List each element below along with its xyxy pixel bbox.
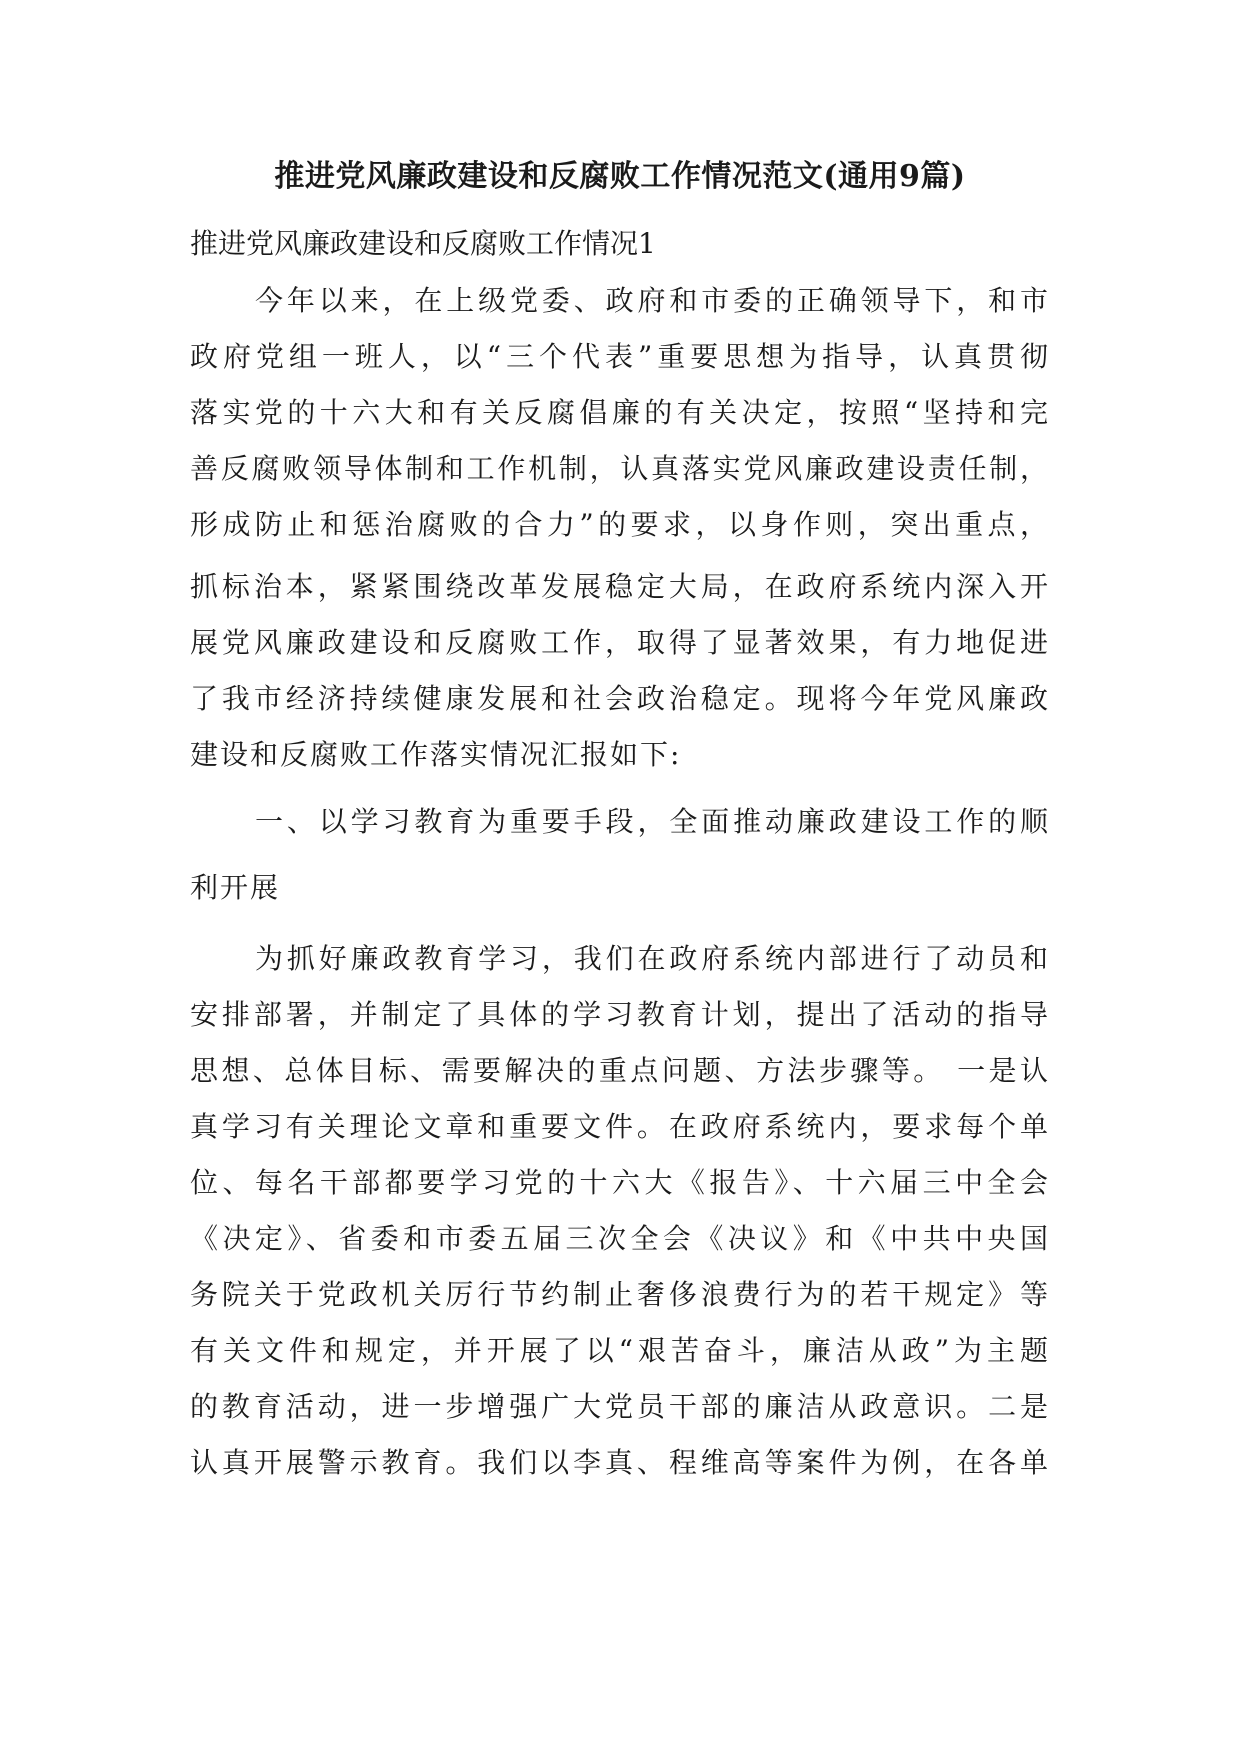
body-line: 的教育活动，进一步增强广大党员干部的廉洁从政意识。二是 xyxy=(190,1390,1050,1423)
body-line: 真学习有关理论文章和重要文件。在政府系统内，要求每个单 xyxy=(190,1110,1050,1143)
body-line: 落实党的十六大和有关反腐倡廉的有关决定，按照“坚持和完 xyxy=(190,396,1050,429)
body-line: 形成防止和惩治腐败的合力”的要求，以身作则，突出重点， xyxy=(190,508,1050,541)
section-subheading-continued: 利开展 xyxy=(190,871,281,904)
body-line: 有关文件和规定，并开展了以“艰苦奋斗，廉洁从政”为主题 xyxy=(190,1334,1050,1367)
body-line: 展党风廉政建设和反腐败工作，取得了显著效果，有力地促进 xyxy=(190,626,1050,659)
body-line: 位、每名干部都要学习党的十六大《报告》、十六届三中全会 xyxy=(190,1166,1050,1199)
section-heading: 推进党风廉政建设和反腐败工作情况1 xyxy=(190,227,656,260)
body-line: 今年以来，在上级党委、政府和市委的正确领导下，和市 xyxy=(255,284,1050,317)
body-line: 善反腐败领导体制和工作机制，认真落实党风廉政建设责任制， xyxy=(190,452,1050,485)
body-line: 了我市经济持续健康发展和社会政治稳定。现将今年党风廉政 xyxy=(190,682,1050,715)
body-line: 安排部署，并制定了具体的学习教育计划，提出了活动的指导 xyxy=(190,998,1050,1031)
body-line: 为抓好廉政教育学习，我们在政府系统内部进行了动员和 xyxy=(255,942,1050,975)
body-line: 抓标治本，紧紧围绕改革发展稳定大局，在政府系统内深入开 xyxy=(190,570,1050,603)
section-subheading: 一、以学习教育为重要手段，全面推动廉政建设工作的顺 xyxy=(255,805,1050,838)
body-line: 务院关于党政机关厉行节约制止奢侈浪费行为的若干规定》等 xyxy=(190,1278,1050,1311)
body-line: 政府党组一班人，以“三个代表”重要思想为指导，认真贯彻 xyxy=(190,340,1050,373)
body-line: 思想、总体目标、需要解决的重点问题、方法步骤等。 一是认 xyxy=(190,1054,1050,1087)
document-title: 推进党风廉政建设和反腐败工作情况范文(通用9篇) xyxy=(274,159,966,194)
body-line: 建设和反腐败工作落实情况汇报如下: xyxy=(190,738,682,771)
body-line: 《决定》、省委和市委五届三次全会《决议》和《中共中央国 xyxy=(190,1222,1050,1255)
body-line: 认真开展警示教育。我们以李真、程维高等案件为例，在各单 xyxy=(190,1446,1050,1479)
